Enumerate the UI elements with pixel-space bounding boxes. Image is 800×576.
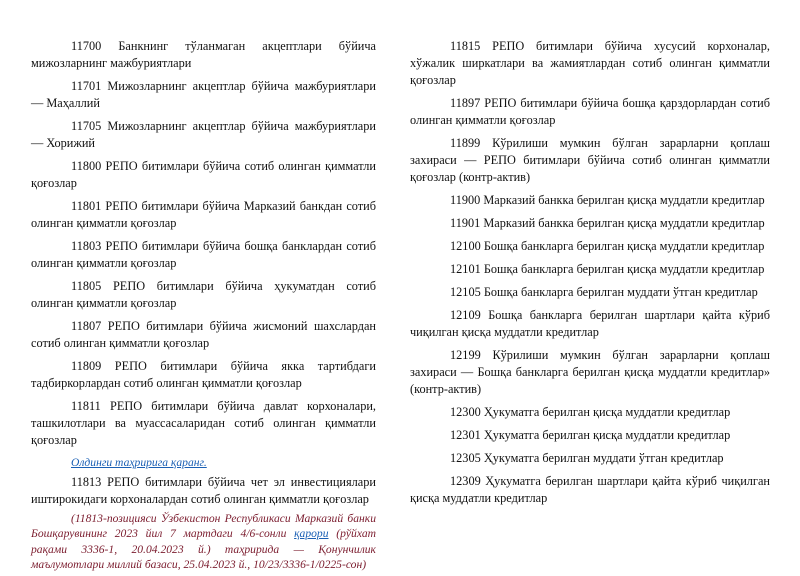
amendment-link[interactable]: қарори (294, 527, 329, 540)
account-entry: 11899 Кўрилиши мумкин бўлган зарарларни қоплаш захираси — РЕПО битимлари бўйича сотиб олинган қимматли қоғозлар (контр-актив) (410, 136, 770, 184)
account-entry: 11800 РЕПО битимлари бўйича сотиб олинган қимматли қоғозлар (31, 159, 376, 190)
amendment-note-text: (11813-позицияси Ўзбекистон Республикаси Марказий банки Бошқарувининг 2023 йил 7 мартдаги 4/6-сонли (31, 511, 376, 540)
account-entry: 11900 Марказий банкка берилган қисқа муддатли кредитлар (450, 193, 765, 207)
previous-edition-link[interactable]: Олдинги таҳририга қаранг. (71, 456, 207, 469)
account-entry: 11811 РЕПО битимлари бўйича давлат корхоналари, ташкилотлари ва муассасаларидан сотиб олинган қимматли қоғозлар (31, 399, 376, 447)
account-entry: 11897 РЕПО битимлари бўйича бошқа қарздорлардан сотиб олинган қимматли қоғозлар (410, 96, 770, 127)
account-entry: 12199 Кўрилиши мумкин бўлган зарарларни қоплаш захираси — Бошқа банкларга берилган қисқа муддатли кредитлар» (контр-актив) (410, 348, 770, 396)
right-column (410, 38, 770, 513)
account-entry: 11807 РЕПО битимлари бўйича жисмоний шахслардан сотиб олинган қимматли қоғозлар (31, 319, 376, 350)
account-entry: 12301 Ҳукуматга берилган қисқа муддатли кредитлар (450, 428, 731, 442)
account-entry: 11700 Банкнинг тўланмаган акцептлари бўйича мижозларнинг мажбуриятлари (31, 39, 376, 70)
previous-edition-note (31, 455, 376, 471)
account-entry: 11815 РЕПО битимлари бўйича хусусий корхоналар, хўжалик ширкатлари ва жамиятлардан сотиб олинган қимматли қоғозлар (410, 39, 770, 87)
account-entry: 11809 РЕПО битимлари бўйича якка тартибдаги тадбиркорлардан сотиб олинган қимматли қоғозлар (31, 359, 376, 390)
account-entry: 12309 Ҳукуматга берилган шартлари қайта кўриб чиқилган қисқа муддатли кредитлар (410, 474, 770, 505)
amendment-note (31, 511, 376, 573)
account-entry: 12105 Бошқа банкларга берилган муддати ўтган кредитлар (450, 285, 758, 299)
account-entry: 12305 Ҳукуматга берилган муддати ўтган кредитлар (450, 451, 724, 465)
account-entry: 11803 РЕПО битимлари бўйича бошқа банклардан сотиб олинган қимматли қоғозлар (31, 239, 376, 270)
account-entry: 11901 Марказий банкка берилган қисқа муддатли кредитлар (450, 216, 765, 230)
account-entry: 11701 Мижозларнинг акцептлар бўйича мажбуриятлари — Маҳаллий (31, 79, 376, 110)
account-entry: 11705 Мижозларнинг акцептлар бўйича мажбуриятлари — Хорижий (31, 119, 376, 150)
account-entry: 12300 Ҳукуматга берилган қисқа муддатли кредитлар (450, 405, 731, 419)
account-entry: 12100 Бошқа банкларга берилган қисқа муддатли кредитлар (450, 239, 765, 253)
left-column (31, 38, 376, 576)
amendment-note-text: (рўйхат рақами 3336-1, 20.04.2023 й.) таҳририда — Қонунчилик маълумотлари миллий базаси, 25.04.2023 й., 10/23/3336-1/0225-сон) (31, 527, 376, 571)
account-entry: 12101 Бошқа банкларга берилган қисқа муддатли кредитлар (450, 262, 765, 276)
account-entry: 11805 РЕПО битимлари бўйича ҳукуматдан сотиб олинган қимматли қоғозлар (31, 279, 376, 310)
account-entry: 12109 Бошқа банкларга берилган шартлари қайта кўриб чиқилган қисқа муддатли кредитлар (410, 308, 770, 339)
account-entry: 11813 РЕПО битимлари бўйича чет эл инвестициялари иштирокидаги корхоналардан сотиб олинган қимматли қоғозлар (31, 474, 376, 506)
account-entry: 11801 РЕПО битимлари бўйича Марказий банкдан сотиб олинган қимматли қоғозлар (31, 199, 376, 230)
